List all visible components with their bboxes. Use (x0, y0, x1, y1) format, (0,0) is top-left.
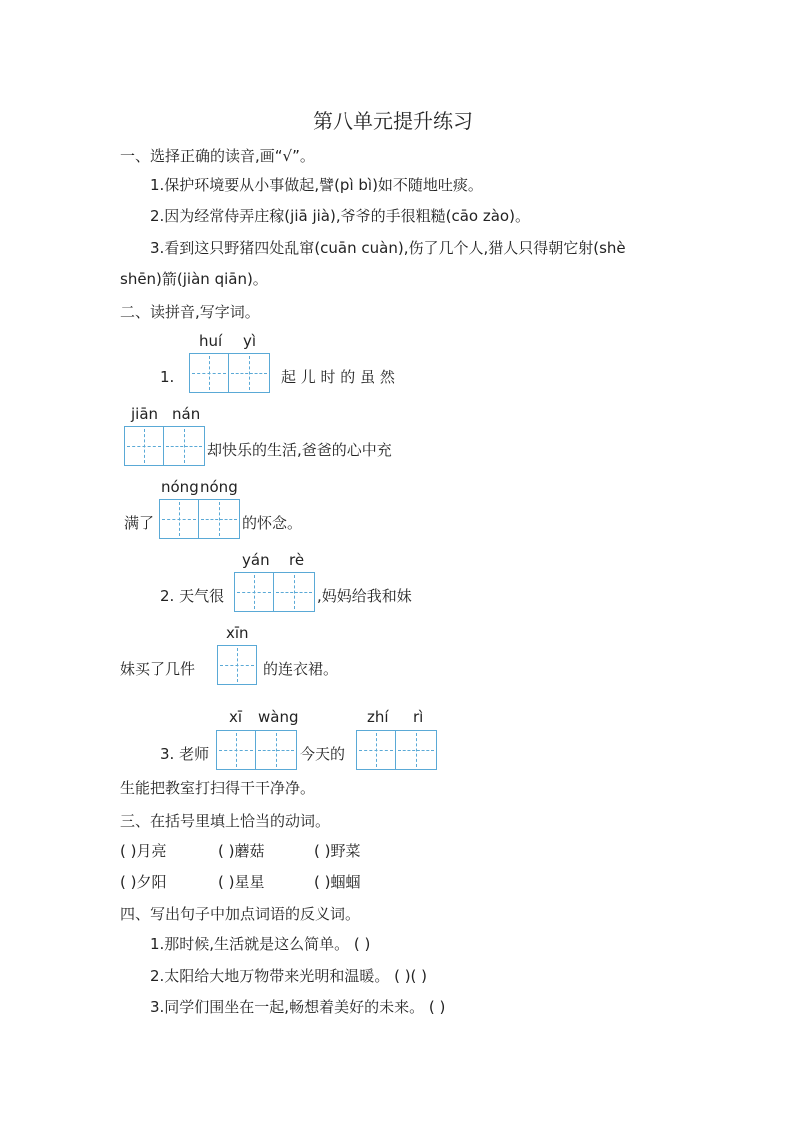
item-2-text-3: 妹买了几件 (120, 660, 196, 678)
grid-cell[interactable] (256, 730, 297, 770)
item-1-text-3b: 的怀念。 (242, 514, 303, 532)
grid-cell[interactable] (274, 572, 315, 612)
s3-row2-item1: ( )夕阳 (120, 873, 167, 891)
pinyin-nong-2: nóng (200, 478, 238, 496)
item-1-text-2: 却快乐的生活,爸爸的心中充 (207, 441, 392, 459)
grid-cell[interactable] (229, 353, 270, 393)
char-grid-xin[interactable] (217, 645, 257, 685)
s3-row2-item3: ( )蝈蝈 (314, 873, 361, 891)
pinyin-ri: rì (413, 708, 424, 726)
s1-question-3-line2: shēn)箭(jiàn qiān)。 (120, 270, 268, 288)
s3-row1-item1: ( )月亮 (120, 842, 167, 860)
section-3-heading: 三、在括号里填上恰当的动词。 (120, 812, 331, 830)
grid-cell[interactable] (199, 499, 240, 539)
grid-cell[interactable] (189, 353, 229, 393)
pinyin-xin: xīn (226, 624, 249, 642)
pinyin-zhi: zhí (367, 708, 389, 726)
s3-row1-item3: ( )野菜 (314, 842, 361, 860)
pinyin-xi: xī (229, 708, 243, 726)
pinyin-yan: yán (242, 551, 270, 569)
item-3-text-3: 生能把教室打扫得干干净净。 (120, 779, 316, 797)
item-2-text-1: 2. 天气很 (160, 587, 225, 605)
section-4-heading: 四、写出句子中加点词语的反义词。 (120, 905, 361, 923)
char-grid-huiyi[interactable] (189, 353, 270, 393)
s1-question-3-line1: 3.看到这只野猪四处乱窜(cuān cuàn),伤了几个人,猎人只得朝它射(shè (150, 239, 626, 257)
grid-cell[interactable] (234, 572, 274, 612)
pinyin-wang: wàng (258, 708, 299, 726)
grid-cell[interactable] (356, 730, 396, 770)
pinyin-hui: huí (199, 332, 223, 350)
grid-cell[interactable] (159, 499, 199, 539)
pinyin-nan: nán (172, 405, 201, 423)
grid-cell[interactable] (164, 426, 205, 466)
item-1-text-1: 起 儿 时 的 虽 然 (281, 368, 395, 386)
grid-cell[interactable] (396, 730, 437, 770)
grid-cell[interactable] (216, 730, 256, 770)
s1-question-1: 1.保护环境要从小事做起,譬(pì bì)如不随地吐痰。 (150, 176, 483, 194)
char-grid-zhiri[interactable] (356, 730, 437, 770)
section-2-heading: 二、读拼音,写字词。 (120, 303, 260, 321)
s4-question-3: 3.同学们围坐在一起,畅想着美好的未来。 ( ) (150, 998, 446, 1016)
page-title: 第八单元提升练习 (313, 109, 473, 133)
pinyin-jian: jiān (131, 405, 159, 423)
char-grid-yanre[interactable] (234, 572, 315, 612)
s3-row2-item2: ( )星星 (218, 873, 265, 891)
char-grid-nongnong[interactable] (159, 499, 240, 539)
pinyin-re: rè (289, 551, 305, 569)
s4-question-1: 1.那时候,生活就是这么简单。 ( ) (150, 935, 371, 953)
item-1-text-3a: 满了 (124, 514, 155, 532)
section-1-heading: 一、选择正确的读音,画“√”。 (120, 147, 315, 165)
pinyin-nong-1: nóng (161, 478, 199, 496)
item-1-number: 1. (160, 368, 175, 386)
char-grid-jiannan[interactable] (124, 426, 205, 466)
grid-cell[interactable] (217, 645, 257, 685)
grid-cell[interactable] (124, 426, 164, 466)
char-grid-xiwang[interactable] (216, 730, 297, 770)
item-3-text-2: 今天的 (300, 745, 346, 763)
item-2-text-2: ,妈妈给我和妹 (317, 587, 412, 605)
s3-row1-item2: ( )蘑菇 (218, 842, 265, 860)
item-2-text-4: 的连衣裙。 (263, 660, 339, 678)
item-3-text-1: 3. 老师 (160, 745, 210, 763)
s4-question-2: 2.太阳给大地万物带来光明和温暖。 ( )( ) (150, 967, 428, 985)
pinyin-yi: yì (243, 332, 257, 350)
s1-question-2: 2.因为经常侍弄庄稼(jiā jià),爷爷的手很粗糙(cāo zào)。 (150, 207, 530, 225)
